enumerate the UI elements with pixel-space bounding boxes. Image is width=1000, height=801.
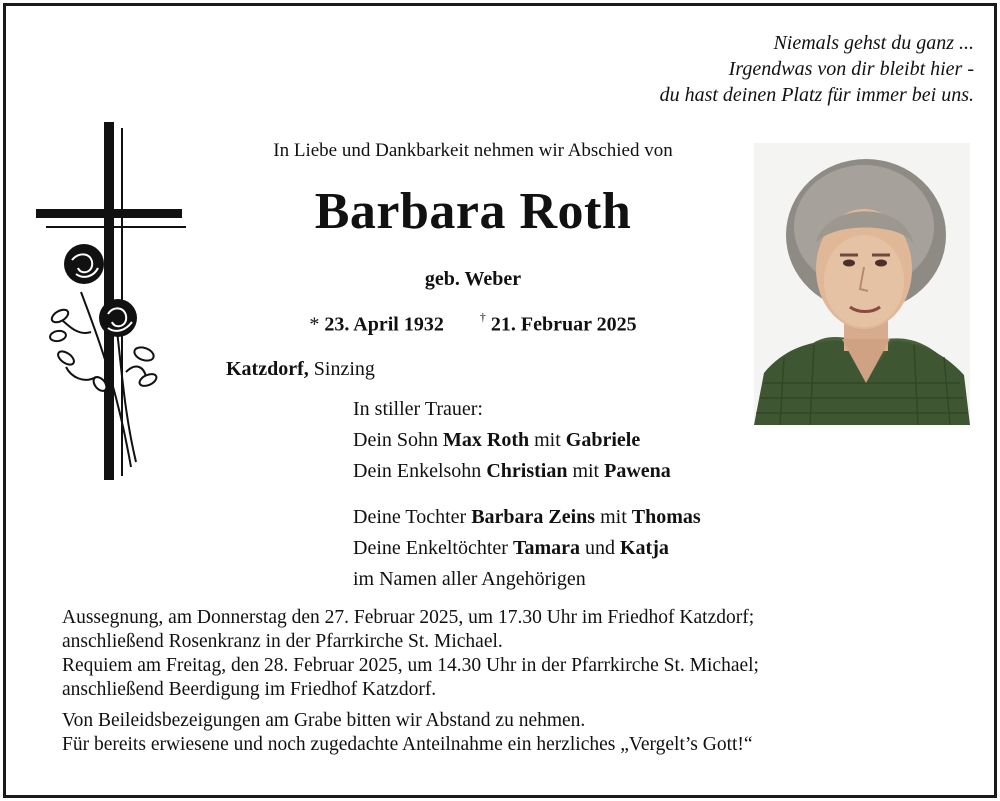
residence-other: Sinzing	[313, 358, 375, 380]
footer-line: Aussegnung, am Donnerstag den 27. Februar 2025, um 17.30 Uhr im Friedhof Katzdorf;	[62, 607, 755, 628]
relation-text: Deine Tochter	[353, 506, 472, 528]
mourner-name: Tamara	[512, 537, 580, 559]
deceased-name: Barbara Roth	[314, 183, 632, 240]
mourner-name: Katja	[619, 537, 669, 559]
mourner-name: Barbara Zeins	[471, 506, 596, 528]
connector-text: mit	[529, 429, 566, 451]
mourner-name: Pawena	[604, 460, 671, 482]
poem-line: du hast deinen Platz für immer bei uns.	[659, 84, 974, 106]
mourner-row	[353, 456, 701, 487]
portrait-photo	[754, 143, 970, 425]
mourner-row	[353, 425, 701, 456]
mourners-list	[353, 394, 701, 595]
footer-line: anschließend Rosenkranz in der Pfarrkirche St. Michael.	[62, 631, 503, 652]
birth-name: geb. Weber	[424, 268, 522, 290]
residence	[226, 358, 375, 381]
poem-line: Niemals gehst du ganz ...	[773, 32, 974, 54]
birth-date: 23. April 1932	[324, 313, 444, 336]
mourner-name: Gabriele	[565, 429, 641, 451]
mourner-name: Max Roth	[443, 429, 530, 451]
residence-main: Katzdorf,	[226, 358, 309, 380]
mourner-row	[353, 502, 701, 533]
intro-text: In Liebe und Dankbarkeit nehmen wir Abschied von	[273, 140, 673, 161]
connector-text: mit	[595, 506, 632, 528]
death-symbol: †	[479, 310, 486, 324]
mourners-closing: im Namen aller Angehörigen	[353, 568, 586, 590]
connector-text: mit	[567, 460, 605, 482]
relation-text: Deine Enkeltöchter	[353, 537, 513, 559]
cross-with-roses-icon	[36, 122, 186, 482]
birth-symbol: *	[309, 313, 320, 336]
footer-line: Requiem am Freitag, den 28. Februar 2025, um 14.30 Uhr in der Pfarrkirche St. Michael;	[62, 655, 759, 676]
connector-text: und	[579, 537, 620, 559]
footer-line: anschließend Beerdigung im Friedhof Katzdorf.	[62, 679, 437, 700]
mourner-name: Christian	[486, 460, 568, 482]
poem-line: Irgendwas von dir bleibt hier -	[728, 58, 974, 80]
ceremony-information	[62, 606, 759, 757]
mourners-heading: In stiller Trauer:	[353, 398, 483, 420]
relation-text: Dein Enkelsohn	[353, 460, 487, 482]
relation-text: Dein Sohn	[353, 429, 443, 451]
footer-line: Für bereits erwiesene und noch zugedachte Anteilnahme ein herzliches „Vergelt’s Gott!“	[62, 734, 753, 755]
memorial-poem	[554, 30, 974, 108]
mourner-name: Thomas	[631, 506, 701, 528]
mourner-row	[353, 533, 701, 564]
life-dates	[228, 312, 718, 337]
death-date: 21. Februar 2025	[490, 313, 637, 336]
footer-line: Von Beileidsbezeigungen am Grabe bitten wir Abstand zu nehmen.	[62, 710, 586, 731]
